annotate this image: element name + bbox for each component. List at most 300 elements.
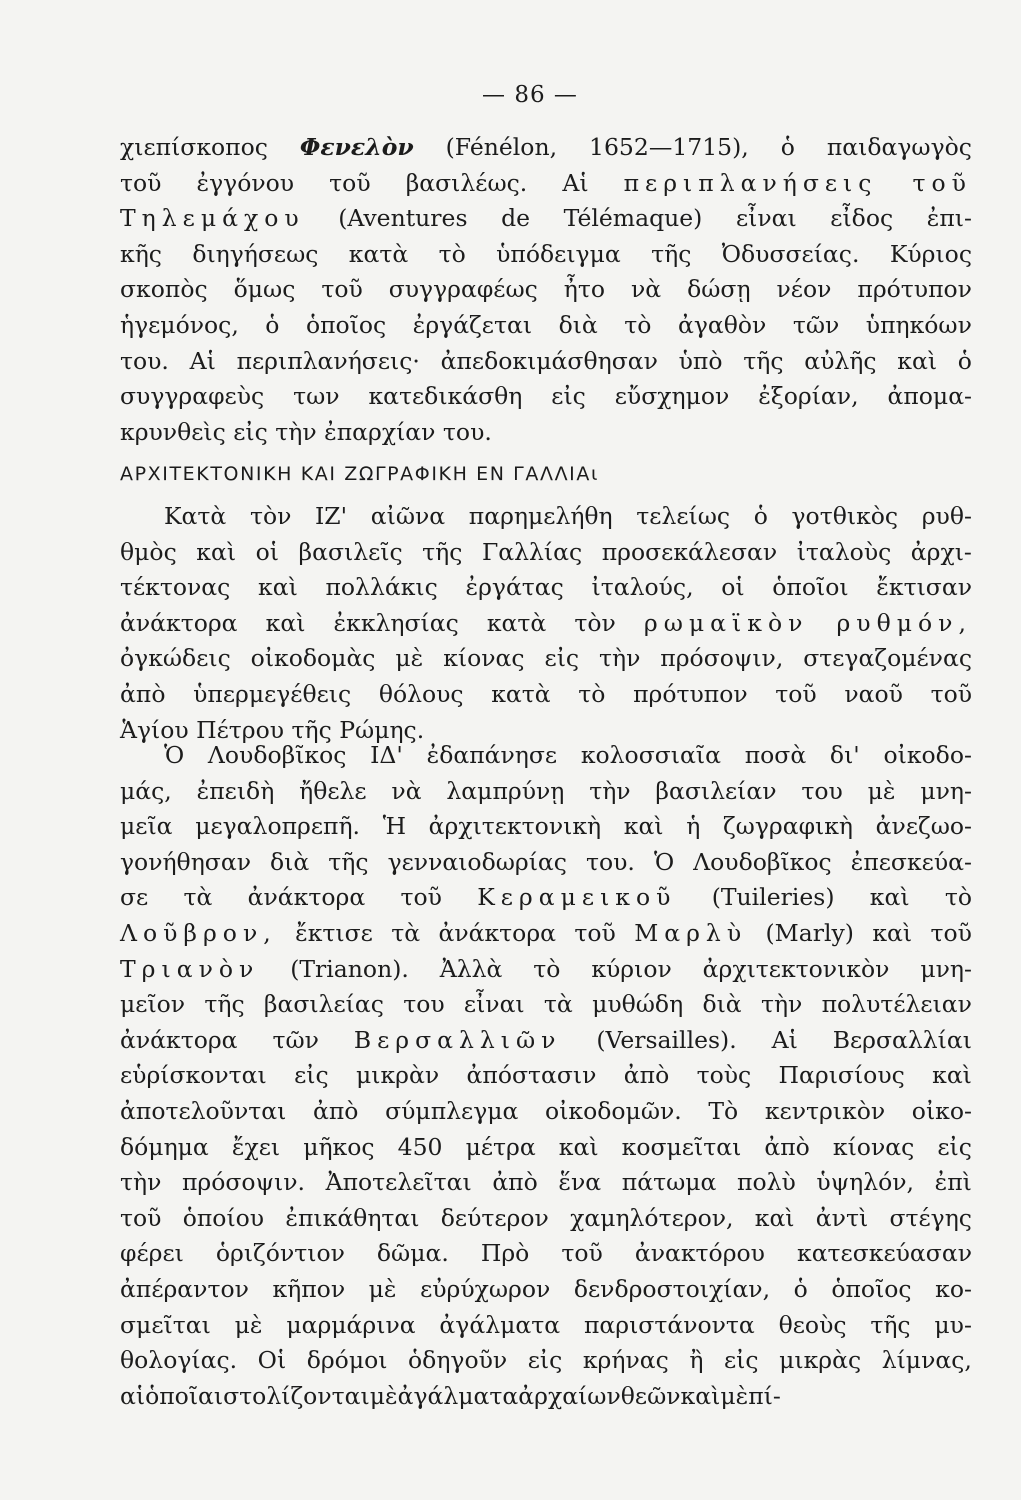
word: ἐργάζεται [412, 310, 533, 339]
word: ΙΖ' [315, 502, 348, 530]
word: ἀντὶ [815, 1203, 869, 1232]
word: Λουδοβῖκος [693, 847, 832, 876]
word: καὶ [754, 1203, 795, 1232]
word: κύριον [591, 954, 672, 983]
word: εἰς [551, 382, 586, 411]
word: χιεπίσκοπος [120, 133, 268, 161]
word: στεγαζομένας [803, 644, 972, 673]
word: 1652—1715), [589, 133, 749, 161]
word: εἰς [723, 1346, 759, 1375]
word: ἀπεδοκιμάσθησαν [440, 346, 658, 375]
word: ρωμαϊκὸν [643, 608, 809, 637]
word: κρυνθεὶς εἰς τὴν ἐπαρχίαν του. [120, 417, 492, 446]
word: μεῖα [120, 812, 173, 841]
word: διὰ [270, 847, 310, 876]
word: ἐπεσκεύα- [850, 847, 972, 876]
word: ἀρχαίων [518, 1381, 621, 1410]
text-line [120, 677, 972, 713]
word: καὶ [932, 1061, 972, 1090]
text-line [120, 845, 972, 881]
word: ἔκτισαν [876, 573, 972, 602]
word: ἡγεμόνος, [120, 310, 239, 339]
word: ἀποτελοῦνται [120, 1096, 287, 1125]
word: κοσμεῖται [621, 1132, 742, 1161]
word: του [403, 990, 445, 1019]
word: εἶναι [735, 204, 797, 233]
text-line [120, 570, 972, 606]
word: φέρει [120, 1239, 184, 1268]
word: ἀρχιτεκτονικὸν [702, 954, 890, 983]
word: οἱ [255, 537, 279, 566]
word: Τηλεμάχου [120, 204, 305, 233]
word: διηγήσεως [192, 239, 319, 268]
word: Μαρλὺ [634, 918, 748, 947]
text-line [120, 1236, 972, 1272]
word: Κύριος [889, 239, 972, 268]
word: Οἱ [257, 1346, 287, 1375]
word: ἀνάκτορα [120, 1025, 238, 1054]
word: ἤθελε [299, 776, 367, 805]
word: ὅμως [233, 275, 296, 304]
word: τὴν [760, 990, 803, 1019]
text-line [120, 880, 972, 916]
word: δῶμα. [376, 1239, 449, 1268]
text-line [120, 379, 972, 415]
word: γονήθησαν [120, 847, 251, 876]
word: ὁδηγοῦν [408, 1346, 508, 1375]
word: κρήνας [582, 1346, 669, 1375]
text-line [120, 1058, 972, 1094]
word: ἔκτισε [295, 918, 373, 947]
text-line [120, 1023, 972, 1059]
word: τὸ [438, 239, 466, 268]
word: διὰ [558, 310, 598, 339]
word: Λοῦβρον, [120, 918, 277, 947]
word: τοῦ [775, 679, 817, 708]
word: παρημελήθη [468, 502, 613, 530]
word: πολὺ [737, 1168, 796, 1197]
word: Ὀδυσσείας. [721, 239, 860, 268]
word: ποσὰ [744, 741, 807, 769]
word: κατεσκεύασαν [797, 1239, 972, 1268]
word: ἀρχι- [910, 537, 972, 566]
word: αὐλῆς [804, 346, 877, 375]
text-line [120, 987, 972, 1023]
word: τῆς [651, 239, 692, 268]
word: βασιλείαν [655, 776, 777, 805]
word: Ὁ [164, 741, 185, 769]
word: λίμνας, [881, 1346, 972, 1375]
word: ἀνάκτορα [120, 608, 238, 637]
word: νὰ [391, 776, 422, 805]
word: του [801, 776, 843, 805]
word: τὴν [120, 1168, 162, 1197]
word: τοὺς [696, 1061, 752, 1090]
word: εἶδος [830, 204, 894, 233]
word: ζωγραφικὴ [722, 812, 854, 841]
text-line [120, 774, 972, 810]
word: κατὰ [348, 239, 409, 268]
word: τέκτονας [120, 573, 231, 602]
word: (Versailles). [596, 1025, 737, 1054]
word: τοῦ [912, 168, 972, 197]
word: αἰῶνα [370, 502, 446, 530]
word: Κεραμεικοῦ [477, 883, 677, 912]
word: κίονας [443, 644, 525, 673]
word: εἰς [294, 1061, 329, 1090]
section-heading: ΑΡΧΙΤΕΚΤΟΝΙΚΗ ΚΑΙ ΖΩΓΡΑΦΙΚΗ ΕΝ ΓΑΛΛΙΑι [120, 463, 599, 485]
word: κίονας [832, 1132, 915, 1161]
word: παριστάνοντα [583, 1310, 755, 1339]
word: μὲ [369, 1381, 398, 1410]
word: ἀρχιτεκτονικὴ [428, 812, 602, 841]
word: παιδαγωγὸς [826, 133, 972, 161]
word: του. [586, 847, 635, 876]
text-line [120, 1201, 972, 1237]
word: καὶ [872, 918, 913, 947]
paragraph-fenelon [120, 130, 972, 450]
paragraph-gothic-style [120, 499, 972, 748]
word: εἶναι [463, 990, 525, 1019]
word: ἀπέραντον [120, 1274, 249, 1303]
word: πρόσοψιν. [181, 1168, 305, 1197]
word: de [501, 204, 531, 233]
word: κολοσσιαῖα [580, 741, 721, 769]
word: ἀνεζωο- [875, 812, 972, 841]
word: τελείως [636, 502, 731, 530]
word: εὐρύχωρον [420, 1274, 551, 1303]
word: καὶ [897, 346, 938, 375]
word: (Marly) [765, 918, 854, 947]
word: λαμπρύνῃ [446, 776, 565, 805]
word: καὶ [558, 1132, 599, 1161]
word: μὲ [720, 1381, 749, 1410]
word: (Fénélon, [445, 133, 558, 161]
word: μεῖον [120, 990, 186, 1019]
word: πρόσοψιν, [660, 644, 784, 673]
word: Βερσαλλιῶν [353, 1025, 562, 1054]
word: (Tuileries) [711, 883, 835, 912]
word: πολυτέλειαν [821, 990, 972, 1019]
word: των [293, 382, 340, 411]
word: τοῦ [574, 918, 616, 947]
word: ὁποῖος [831, 1274, 912, 1303]
word: τοῦ [400, 883, 442, 912]
word: δεύτερον [440, 1203, 549, 1232]
word: μὲ [234, 1310, 263, 1339]
word: ὁποῖος [305, 310, 387, 339]
word: τῶν [792, 310, 840, 339]
word: ἐκκλησίας [333, 608, 459, 637]
word: συγγραφεὺς [120, 382, 265, 411]
word: τὸ [944, 883, 972, 912]
word: ὁ [265, 310, 280, 339]
word: τὸ [533, 954, 561, 983]
word: μαρμάρινα [286, 1310, 416, 1339]
word: καὶ [623, 812, 664, 841]
word: ἀπὸ [623, 1061, 670, 1090]
word: κο- [935, 1274, 972, 1303]
word: Αἱ [771, 1025, 798, 1054]
word: μικρὰν [356, 1061, 440, 1090]
word: πολλάκις [325, 573, 438, 602]
text-line [120, 952, 972, 988]
word: θμὸς [120, 537, 177, 566]
word: ΙΔ' [370, 741, 403, 769]
word: ἀπὸ [492, 1168, 538, 1197]
word: τὰ [543, 990, 573, 1019]
word: ἀνακτόρου [634, 1239, 765, 1268]
word: ἡ [686, 812, 701, 841]
word: ἀνάκτορα [438, 918, 556, 947]
word: βασιλεῖς [298, 537, 403, 566]
word: Βερσαλλίαι [832, 1025, 972, 1054]
word: τοῦ [120, 168, 162, 197]
word: ὑπερμεγέθεις [193, 679, 352, 708]
word: δώσῃ [687, 275, 751, 304]
word: ἐξορίαν, [758, 382, 859, 411]
text-line [120, 606, 972, 642]
word: Παρισίους [778, 1061, 905, 1090]
word: σύμπλεγμα [385, 1096, 519, 1125]
word: κῆς [120, 239, 162, 268]
word: εὔσχημον [614, 382, 730, 411]
word: τοῦ [930, 679, 972, 708]
word: προσεκάλεσαν [601, 537, 778, 566]
text-line [120, 916, 972, 952]
word: στολίζονται [223, 1381, 370, 1410]
text-line [120, 641, 972, 677]
word: 450 [397, 1132, 443, 1161]
page-number: — 86 — [482, 82, 578, 108]
word: περιπλανήσεις [623, 168, 878, 197]
word: ἀπὸ [120, 679, 166, 708]
word: του. [120, 346, 169, 375]
word: τὸν [249, 502, 292, 530]
word: τοῦ [120, 1203, 162, 1232]
word: ἐπι- [926, 204, 972, 233]
word: οἰκοδομὰς [250, 644, 376, 673]
word: οἰκο- [911, 1096, 972, 1125]
word: κατεδικάσθη [368, 382, 523, 411]
word: ὁ [957, 346, 972, 375]
word: θεῶν [620, 1381, 681, 1410]
text-line [120, 809, 972, 845]
word: ἕνα [558, 1168, 602, 1197]
word: κεντρικὸν [764, 1096, 886, 1125]
word: τῆς [328, 847, 369, 876]
text-line [120, 130, 972, 166]
word: γοτθικὸς [791, 502, 899, 530]
word: ἀπομα- [887, 382, 972, 411]
word: ὁ [753, 502, 768, 530]
word: μὲ [368, 1274, 397, 1303]
word: τὸ [624, 310, 652, 339]
word: Ἡ [382, 812, 407, 841]
word: ἐγγόνου [196, 168, 295, 197]
word: ὁ [780, 133, 795, 161]
word: τῆς [870, 1310, 911, 1339]
word: συγγραφέως [388, 275, 538, 304]
word: ναοῦ [844, 679, 903, 708]
text-line [120, 237, 972, 273]
word: ὁποῖοι [772, 573, 849, 602]
word: γενναιοδωρίας [387, 847, 567, 876]
word: ὁποίου [182, 1203, 265, 1232]
word: καὶ [869, 883, 910, 912]
word: τὰ [391, 918, 421, 947]
word: μεγαλοπρεπῆ. [195, 812, 361, 841]
word: ἀνάκτορα [247, 883, 366, 912]
text-line [120, 1094, 972, 1130]
word: τὸν [574, 608, 616, 637]
word: τῆς [422, 537, 463, 566]
word: Φενελὸν [299, 133, 414, 161]
word: θεοὺς [778, 1310, 847, 1339]
word: Τριανὸν [120, 954, 260, 983]
word: Αἱ [562, 168, 589, 197]
word: στέγης [889, 1203, 972, 1232]
word: εὑρίσκονται [120, 1061, 267, 1090]
text-line [120, 1130, 972, 1166]
word: καὶ [265, 608, 306, 637]
word: σμεῖται [120, 1310, 211, 1339]
text-line [120, 1272, 972, 1308]
word: Ἀποτελεῖται [325, 1168, 472, 1197]
word: (Aventures [338, 204, 468, 233]
word: ὑπόδειγμα [496, 239, 621, 268]
word: μνη- [920, 954, 972, 983]
word: δρόμοι [306, 1346, 388, 1375]
word: διὰ [702, 990, 742, 1019]
word: τῶν [272, 1025, 319, 1054]
text-line [120, 1308, 972, 1344]
word: πρότυπον [857, 275, 972, 304]
word: θολογίας. [120, 1346, 238, 1375]
word: ρυθ- [921, 502, 972, 530]
word: μάς, [120, 776, 172, 805]
word: ὁ [793, 1274, 808, 1303]
word: ὑπὸ [678, 346, 723, 375]
word: ἀπὸ [312, 1096, 359, 1125]
word: περιπλανήσεις· [236, 346, 420, 375]
text-line [120, 415, 972, 451]
word: τοῦ [561, 1239, 603, 1268]
word: πί- [748, 1381, 781, 1410]
word: οἰκοδομῶν. [545, 1096, 682, 1125]
word: ἢ [689, 1346, 704, 1375]
word: ρυθμόν, [836, 608, 972, 637]
word: μὲ [867, 776, 896, 805]
word: ἀπόστασιν [466, 1061, 597, 1090]
word: μῆκος [303, 1132, 375, 1161]
word: τοῦ [329, 168, 371, 197]
text-line [120, 1165, 972, 1201]
word: μνη- [920, 776, 972, 805]
word: ὁριζόντιον [215, 1239, 345, 1268]
word: οἰκοδο- [883, 741, 972, 769]
word: τὴν [599, 644, 641, 673]
word: τὴν [589, 776, 631, 805]
word: ὑψηλόν, [816, 1168, 914, 1197]
text-line [120, 738, 972, 774]
word: ἐπὶ [934, 1168, 972, 1197]
word: Ὁ [653, 847, 675, 876]
word: βασιλέως. [405, 168, 528, 197]
word: Γαλλίας [481, 537, 583, 566]
text-line [120, 499, 972, 535]
word: ἀγάλματα [397, 1381, 519, 1410]
word: νὰ [630, 275, 662, 304]
word: τὸ [578, 679, 606, 708]
word: ἐργάτας [465, 573, 564, 602]
paragraph-louis-xiv [120, 738, 972, 1414]
word: ἐπειδὴ [196, 776, 275, 805]
word: τὰ [183, 883, 213, 912]
word: θόλους [378, 679, 464, 708]
text-line [120, 166, 972, 202]
text-line [120, 1343, 972, 1379]
word: καὶ [680, 1381, 721, 1410]
word: βασιλείας [263, 990, 384, 1019]
word: (Trianon). [290, 954, 409, 983]
word: εἰς [937, 1132, 972, 1161]
text-line [120, 308, 972, 344]
word: κατὰ [486, 608, 547, 637]
word: ἐδαπάνησε [426, 741, 558, 769]
word: εἰς [527, 1346, 563, 1375]
word: ὀγκώδεις [120, 644, 231, 673]
text-line [120, 201, 972, 237]
word: Ἁγίου Πέτρου τῆς Ρώμης. [120, 715, 425, 744]
word: ἔχει [231, 1132, 281, 1161]
word: αἱ [120, 1381, 146, 1410]
word: Ἀλλὰ [439, 954, 503, 983]
text-line [120, 1379, 972, 1415]
word: δενδροστοιχίαν, [573, 1274, 771, 1303]
word: Αἱ [189, 346, 216, 375]
word: σε [120, 883, 149, 912]
word: τοῦ [930, 918, 972, 947]
word: Κατὰ [164, 502, 227, 530]
word: οἱ [721, 573, 745, 602]
word: πρότυπον [633, 679, 748, 708]
word: ἐπικάθηται [285, 1203, 420, 1232]
word: καὶ [196, 537, 237, 566]
word: μὲ [395, 644, 424, 673]
word: δόμημα [120, 1132, 209, 1161]
word: ἀπὸ [764, 1132, 810, 1161]
word: χαμηλότερον, [570, 1203, 734, 1232]
word: καὶ [258, 573, 298, 602]
word: κῆπον [272, 1274, 346, 1303]
word: νέον [776, 275, 832, 304]
text-line [120, 535, 972, 571]
word: ἀγαθὸν [677, 310, 767, 339]
word: μέτρα [465, 1132, 536, 1161]
word: τῆς [204, 990, 245, 1019]
word: κατὰ [491, 679, 551, 708]
word: ἦτο [563, 275, 605, 304]
word: τοῦ [321, 275, 363, 304]
word: εἰς [544, 644, 580, 673]
word: ἀγάλματα [439, 1310, 561, 1339]
word: Λουδοβῖκος [207, 741, 347, 769]
word: μυ- [934, 1310, 972, 1339]
word: ἰταλοὺς [796, 537, 892, 566]
word: τῆς [743, 346, 784, 375]
word: ἰταλούς, [591, 573, 694, 602]
